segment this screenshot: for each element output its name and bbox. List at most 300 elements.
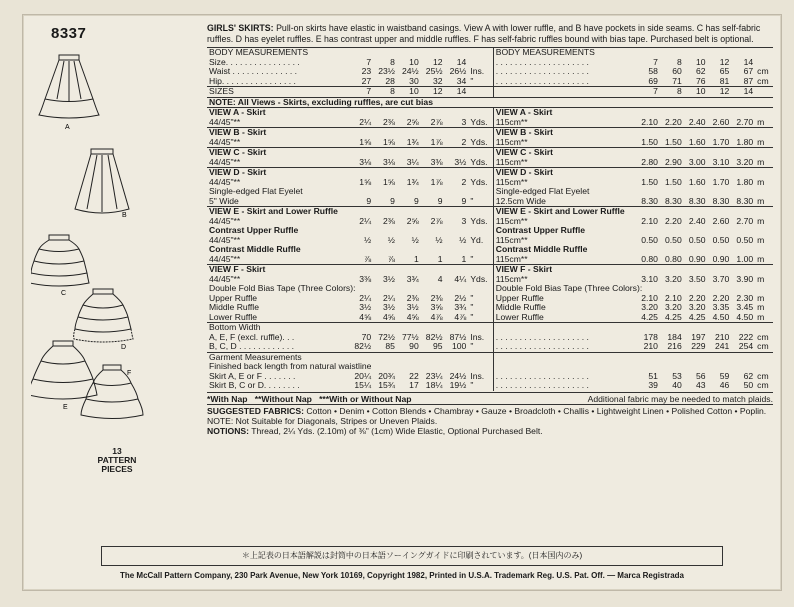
table-row [207,138,773,148]
row-label: Contrast Upper Ruffle [209,225,299,235]
value-cell: 1⅝ [359,176,372,187]
skirt-view-d-icon [74,289,133,342]
value-cell-metric [660,207,684,217]
value-cell-metric [636,207,660,217]
row-label-metric: 115cm** [493,138,636,148]
notions-title: NOTIONS: [207,425,250,436]
value-cell-metric [684,48,708,58]
value-cell-metric: 3.10 [712,156,730,167]
row-label: Size. . . . . . . . . . . . . . . . [209,56,300,67]
value-cell-metric: 67 [743,66,754,76]
row-label-metric: VIEW F - Skirt [493,265,636,275]
value-cell: 2½ [454,292,467,303]
suggested-fabrics [207,404,773,426]
value-cell-metric [636,48,660,58]
table-row [207,168,773,178]
value-cell [397,108,421,118]
row-label-metric: VIEW A - Skirt [493,108,636,118]
value-cell-metric: 71 [672,75,682,86]
value-cell-metric: 1.50 [641,176,658,187]
row-label-metric: 115cm** [493,236,636,246]
value-cell: 3⅝ [430,302,443,312]
value-cell-metric [660,265,684,275]
value-cell: 1 [413,253,419,264]
value-cell: 3 [461,215,467,226]
value-cell: 22 [409,370,419,381]
value-cell-metric: 2.20 [665,116,682,127]
table-row [207,148,773,158]
value-cell-metric: 178 [643,331,658,342]
value-cell-metric: 0.50 [665,234,682,245]
value-cell: 3½ [359,302,372,312]
measurement-content [207,23,773,436]
value-cell-metric [636,352,660,362]
row-label-metric: 115cm** [493,217,636,227]
row-label: VIEW D - Skirt [207,168,349,178]
row-label-metric: 115cm** [493,178,636,188]
unit-cell: " [470,253,474,264]
value-cell-metric [636,168,660,178]
value-cell: 4 [437,273,443,284]
value-cell-metric: 8.30 [688,195,706,206]
row-label: VIEW C - Skirt [207,148,349,158]
value-cell [397,48,421,58]
row-label-metric: . . . . . . . . . . . . . . . . . . . . [493,67,636,77]
value-cell: 3¾ [454,302,467,312]
unit-cell: " [470,302,474,312]
skirt-description [207,23,773,47]
unit-cell: Yds. [470,156,488,167]
value-cell: 72½ [378,331,395,342]
row-label: 44/45"** [209,156,241,167]
table-row [207,118,773,128]
value-cell: 4⅞ [430,311,443,322]
plaid-note: Additional fabric may be needed to match plaids. [587,393,773,404]
value-cell [397,323,421,333]
value-cell-metric [684,128,708,138]
unit-cell-metric: m [757,136,765,147]
value-cell: ½ [363,234,372,245]
value-cell: 70 [361,331,372,342]
value-cell-metric [731,207,755,217]
unit-cell: Ins. [470,331,485,342]
value-cell: 2¼ [382,292,395,303]
value-cell [373,207,397,217]
row-label-metric: BODY MEASUREMENTS [493,48,636,58]
unit-cell [468,265,493,275]
value-cell: ⅞ [363,253,372,264]
row-label: 44/45"** [209,136,241,147]
value-cell [421,352,445,362]
value-cell [397,168,421,178]
notions-text: Thread, 2¼ Yds. (2.10m) of ⅜" (1cm) Wide Elastic, Optional Purchased Belt. [251,425,543,436]
value-cell: 4¼ [454,273,467,284]
value-cell-metric: 3.10 [641,273,658,284]
row-label-metric: Double Fold Bias Tape (Three Colors): [493,284,636,294]
value-cell: 3½ [382,273,395,284]
value-cell: 1⅝ [382,136,395,147]
value-cell: 4⅝ [382,311,395,322]
value-cell: ½ [387,234,395,245]
unit-cell-metric: m [757,156,765,167]
value-cell: 3 [461,116,467,127]
table-row [207,265,773,275]
unit-cell-metric: cm [757,66,769,76]
value-cell [373,48,397,58]
table-row [207,158,773,168]
row-label-metric: . . . . . . . . . . . . . . . . . . . . [493,77,636,87]
value-cell: 4⅞ [454,311,467,322]
note-row [207,97,773,108]
value-cell: 2⅜ [382,116,395,127]
with-nap-label: *With Nap [207,393,248,404]
row-label: Lower Ruffle [209,311,258,322]
row-label-metric: 12.5cm Wide [493,197,636,207]
unit-cell-metric: m [757,302,765,312]
unit-cell-metric [755,352,773,362]
value-cell: 82½ [354,341,372,351]
table-row [207,381,773,391]
value-cell-metric: 2.70 [736,116,754,127]
row-label-metric: 115cm** [493,255,636,265]
value-cell-metric: 1.50 [665,176,682,187]
unit-cell-metric: m [757,195,765,206]
value-cell: 100 [451,341,467,351]
value-cell-metric: 2.30 [736,292,754,303]
value-cell-metric [660,148,684,158]
value-cell: 87½ [449,331,467,342]
value-cell: 2⅞ [430,116,443,127]
value-cell-metric: 0.80 [665,253,682,264]
value-cell-metric: 2.20 [712,292,730,303]
table-row [207,323,773,333]
value-cell-metric [660,128,684,138]
value-cell: 26½ [449,66,467,76]
view-letter-a: A [65,124,70,131]
yardage-table [207,47,773,391]
value-cell: ½ [435,234,443,245]
row-label: 44/45"** [209,116,241,127]
value-cell: 9 [366,195,372,206]
value-cell [349,207,373,217]
value-cell-metric: 1.80 [736,176,754,187]
value-cell [373,108,397,118]
row-label: Contrast Middle Ruffle [209,244,301,254]
value-cell-metric: 2.60 [712,116,730,127]
view-illustrations [31,49,203,519]
description-title: GIRLS' SKIRTS: [207,23,274,33]
value-cell-metric [708,265,732,275]
value-cell-metric: 4.25 [688,311,706,322]
value-cell-metric: 12 [708,87,732,98]
view-letter-f: F [127,370,132,377]
copyright-footer: The McCall Pattern Company, 230 Park Avenue, New York 10169, Copyright 1982, Printed in U.S.A. Trademark Reg. U.S. Pat. Off. — Marca Registrada [119,571,685,580]
value-cell: 3½ [406,302,419,312]
japanese-note: ＊上記表の日本語解説は封筒中の日本語ソーイングガイドに印刷されています。(日本国内のみ) [101,546,723,566]
value-cell-metric: 43 [695,380,706,390]
value-cell-metric [636,323,660,333]
value-cell-metric: 53 [672,370,682,381]
value-cell-metric: 0.50 [712,234,730,245]
value-cell [421,128,445,138]
unit-cell [468,148,493,158]
value-cell-metric [708,128,732,138]
unit-cell-metric [755,168,773,178]
value-cell-metric: 10 [695,56,706,67]
value-cell-metric: 2.10 [641,116,658,127]
value-cell-metric: 40 [672,380,682,390]
unit-cell: Ins. [470,370,485,381]
unit-cell: Yd. [470,234,484,245]
unit-cell: " [470,292,474,303]
row-label: VIEW F - Skirt [207,265,349,275]
unit-cell-metric: m [757,311,765,322]
unit-cell: " [470,195,474,206]
value-cell-metric: 4.50 [736,311,754,322]
value-cell-metric [708,48,732,58]
unit-cell [468,128,493,138]
value-cell [397,207,421,217]
unit-cell: Yds. [470,215,488,226]
row-label-metric: Contrast Middle Ruffle [493,245,636,255]
fabric-notes [207,392,773,436]
value-cell: 1 [461,253,467,264]
cut-bias-note: NOTE: All Views - Skirts, excluding ruffles, are cut bias [207,97,773,108]
value-cell: 9 [413,195,419,206]
value-cell: 18¼ [425,380,443,390]
value-cell: 77½ [402,331,419,342]
value-cell: 1¾ [406,176,419,187]
value-cell-metric: 3.20 [665,273,682,284]
value-cell-metric: 3.90 [736,273,754,284]
value-cell: 2⅞ [430,215,443,226]
value-cell-metric: 10 [684,87,708,98]
unit-cell-metric [755,207,773,217]
value-cell-metric: 0.50 [641,234,658,245]
row-label: 44/45"** [209,215,241,226]
value-cell-metric: 0.50 [736,234,754,245]
with-or-without-nap-label: ***With or Without Nap [319,393,412,404]
value-cell-metric: 76 [695,75,706,86]
value-cell: ⅞ [387,253,395,264]
unit-cell-metric [755,87,773,98]
value-cell-metric: 1.00 [736,253,754,264]
unit-cell-metric: m [757,215,765,226]
unit-cell-metric [755,128,773,138]
row-label: 5" Wide [209,195,239,206]
value-cell-metric [708,108,732,118]
value-cell: 9 [461,195,467,206]
value-cell: 8 [373,87,397,98]
value-cell: 10 [409,56,419,67]
value-cell: 15¾ [378,380,395,390]
value-cell-metric: 2.70 [736,215,754,226]
unit-cell [468,87,493,98]
value-cell: 1⅝ [382,176,395,187]
value-cell-metric [684,148,708,158]
value-cell: 95 [432,341,443,351]
value-cell-metric: 229 [691,341,706,351]
value-cell [421,168,445,178]
value-cell: ½ [411,234,419,245]
row-label-metric: 115cm** [493,275,636,285]
value-cell-metric [731,265,755,275]
value-cell [349,148,373,158]
value-cell: 3⅛ [382,156,395,167]
value-cell: 3⅛ [359,156,372,167]
value-cell [445,265,469,275]
row-label: VIEW A - Skirt [207,108,349,118]
fabrics-title: SUGGESTED FABRICS: [207,405,304,416]
value-cell: 20¼ [354,370,372,381]
value-cell: 28 [385,75,395,86]
value-cell [373,168,397,178]
value-cell [349,265,373,275]
unit-cell-metric: m [757,176,765,187]
row-label: Bottom Width [207,323,349,333]
value-cell-metric: 3.00 [688,156,706,167]
value-cell-metric: 87 [743,75,754,86]
value-cell-metric: 197 [691,331,706,342]
value-cell-metric: 2.90 [665,156,682,167]
value-cell-metric: 62 [743,370,754,381]
value-cell-metric: 1.60 [688,136,706,147]
value-cell: 14 [445,87,469,98]
value-cell: 2⅜ [406,292,419,303]
value-cell [397,265,421,275]
value-cell-metric: 1.70 [712,176,730,187]
value-cell-metric: 8.30 [712,195,730,206]
value-cell-metric: 62 [695,66,706,76]
value-cell-metric: 4.50 [712,311,730,322]
row-label-metric: . . . . . . . . . . . . . . . . . . . . [493,372,636,382]
value-cell-metric [731,323,755,333]
view-letter-c: C [61,290,67,297]
row-label-metric: . . . . . . . . . . . . . . . . . . . . [493,58,636,68]
value-cell-metric: 56 [695,370,706,381]
unit-cell [468,323,493,333]
value-cell-metric [708,323,732,333]
value-cell: 2¼ [359,292,372,303]
value-cell-metric: 8.30 [665,195,682,206]
row-label-metric: Middle Ruffle [493,303,636,313]
value-cell-metric: 3.35 [712,302,730,312]
value-cell: 23 [361,66,372,76]
value-cell-metric: 241 [715,341,730,351]
value-cell-metric: 7 [636,87,660,98]
unit-cell: Yds. [470,176,488,187]
view-letter-b: B [122,212,127,219]
pieces-label-2: PIECES [101,464,133,474]
unit-cell-metric: m [757,273,765,284]
value-cell-metric [684,265,708,275]
row-label: VIEW B - Skirt [207,128,349,138]
notions [207,426,773,436]
value-cell: 15¼ [354,380,372,390]
row-label-metric: . . . . . . . . . . . . . . . . . . . . [493,333,636,343]
value-cell-metric: 1.70 [712,136,730,147]
value-cell-metric: 8 [676,56,682,67]
value-cell-metric: 2.20 [688,292,706,303]
row-label: Single-edged Flat Eyelet [209,186,303,196]
value-cell: 20¾ [378,370,395,381]
table-row [207,77,773,87]
value-cell [421,265,445,275]
value-cell-metric: 4.25 [641,311,658,322]
table-row [207,197,773,207]
value-cell-metric [684,168,708,178]
value-cell: 1 [437,253,443,264]
value-cell-metric [731,148,755,158]
row-label-metric: VIEW C - Skirt [493,148,636,158]
unit-cell-metric [755,148,773,158]
value-cell-metric [636,108,660,118]
row-label: VIEW E - Skirt and Lower Ruffle [207,207,349,217]
unit-cell: " [470,380,474,390]
value-cell [445,108,469,118]
value-cell-metric: 3.20 [641,302,658,312]
row-label: 44/45"** [209,273,241,284]
value-cell: 4⅝ [406,311,419,322]
fabrics-text: Cotton • Denim • Cotton Blends • Chambray • Gauze • Broadcloth • Challis • Lightweight Linen • Polished Cotton • Poplin. NOTE: Not Suitable for Diagonals, Stripes or Uneven Plaids. [207,405,767,426]
row-label: Hip. . . . . . . . . . . . . . . . [209,75,296,86]
value-cell-metric: 1.80 [736,136,754,147]
value-cell [445,207,469,217]
value-cell: 23¼ [425,370,443,381]
table-row [207,313,773,323]
unit-cell-metric: cm [757,331,769,342]
value-cell: 85 [385,341,395,351]
value-cell: 2⅜ [382,215,395,226]
unit-cell-metric [755,265,773,275]
value-cell-metric [636,128,660,138]
value-cell-metric [660,323,684,333]
value-cell: 19½ [449,380,467,390]
value-cell-metric [708,148,732,158]
skirt-view-c-icon [31,235,89,286]
value-cell [349,108,373,118]
row-label: Middle Ruffle [209,302,259,312]
value-cell: 7 [349,87,373,98]
table-row [207,255,773,265]
value-cell: 24½ [449,370,467,381]
value-cell: 1¾ [406,136,419,147]
value-cell-metric: 2.60 [712,215,730,226]
value-cell: 3⅜ [359,273,372,284]
value-cell-metric: 2.80 [641,156,658,167]
value-cell: 3½ [382,302,395,312]
unit-cell-metric [755,108,773,118]
value-cell: 2¼ [359,215,372,226]
value-cell [349,323,373,333]
value-cell-metric [731,48,755,58]
value-cell [373,148,397,158]
table-row [207,342,773,352]
value-cell [421,108,445,118]
pattern-pieces-count [31,447,203,474]
table-row [207,108,773,118]
value-cell: 25½ [425,66,443,76]
row-label-metric [493,323,636,333]
value-cell: 9 [390,195,395,206]
value-cell: 23½ [378,66,395,76]
value-cell [445,352,469,362]
row-label-metric: . . . . . . . . . . . . . . . . . . . . [493,342,636,352]
row-label: SIZES [207,87,349,98]
value-cell: 8 [390,56,395,67]
value-cell-metric: 2.10 [665,292,682,303]
value-cell-metric: 184 [667,331,682,342]
